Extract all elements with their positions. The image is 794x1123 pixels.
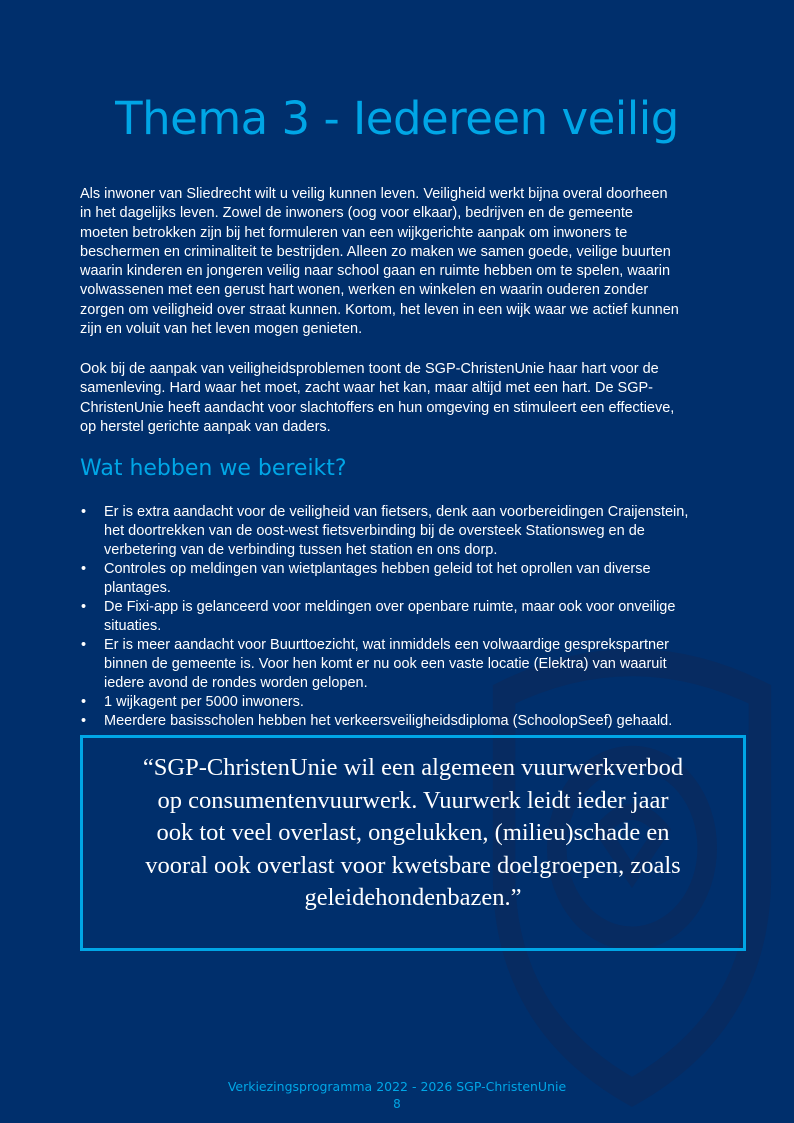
second-paragraph xyxy=(80,360,746,437)
page-number: 8 xyxy=(393,1097,401,1111)
list-item-line: plantages. xyxy=(104,580,171,596)
list-item xyxy=(80,693,750,712)
paragraph-line: beschermen en criminaliteit te bestrijden. Alleen zo maken we samen goede, veilige buurten xyxy=(80,243,671,260)
list-item xyxy=(80,503,750,560)
quote-text xyxy=(83,752,743,915)
paragraph-line: zorgen om veiligheid over straat kunnen. Kortom, het leven in een wijk waar we actief kunnen xyxy=(80,301,679,318)
quote-line: op consumentenvuurwerk. Vuurwerk leidt ieder jaar xyxy=(157,786,669,814)
bullet-icon: • xyxy=(81,713,87,729)
quote-line: “SGP-ChristenUnie wil een algemeen vuurwerkverbod xyxy=(142,754,684,781)
bullet-icon: • xyxy=(81,599,87,615)
list-item-line: situaties. xyxy=(104,618,162,634)
quote-line: vooral ook overlast voor kwetsbare doelgroepen, zoals xyxy=(145,851,681,879)
quote-box xyxy=(80,735,746,951)
quote-line: ook tot veel overlast, ongelukken, (milieu)schade en xyxy=(156,819,670,847)
paragraph-line: op herstel gerichte aanpak van daders. xyxy=(80,418,331,435)
list-item xyxy=(80,712,750,731)
section-heading: Wat hebben we bereikt? xyxy=(80,456,347,481)
bullet-icon: • xyxy=(81,504,87,520)
intro-paragraph xyxy=(80,185,746,339)
paragraph-line: ChristenUnie heeft aandacht voor slachtoffers en hun omgeving en stimuleert een effectieve, xyxy=(80,399,675,416)
list-item-line: iedere avond de rondes worden gelopen. xyxy=(104,675,368,691)
page-title: Thema 3 - Iedereen veilig xyxy=(115,92,679,145)
list-item-line: het doortrekken van de oost-west fietsverbinding bij de oversteek Stationsweg en de xyxy=(104,523,645,539)
list-item-line: Meerdere basisscholen hebben het verkeersveiligheidsdiploma (SchoolopSeef) gehaald. xyxy=(104,713,673,729)
bullet-icon: • xyxy=(81,694,87,710)
paragraph-line: in het dagelijks leven. Zowel de inwoners (oog voor elkaar), bedrijven en de gemeente xyxy=(80,205,633,222)
bullet-icon: • xyxy=(81,637,87,653)
quote-line: geleidehondenbazen.” xyxy=(304,884,522,912)
paragraph-line: Ook bij de aanpak van veiligheidsproblemen toont de SGP-ChristenUnie haar hart voor de xyxy=(80,361,659,377)
paragraph-line: volwassenen met een gerust hart wonen, werken en winkelen en waarin ouderen zonder xyxy=(80,282,649,299)
list-item-line: verbetering van de verbinding tussen het station en ons dorp. xyxy=(104,542,498,558)
paragraph-line: waarin kinderen en jongeren veilig naar school gaan en ruimte hebben om te spelen, waarin xyxy=(80,263,671,280)
list-item-line: 1 wijkagent per 5000 inwoners. xyxy=(104,694,304,710)
list-item-line: Er is meer aandacht voor Buurttoezicht, wat inmiddels een volwaardige gesprekspartner xyxy=(104,637,669,653)
list-item xyxy=(80,598,750,636)
list-item-line: Er is extra aandacht voor de veiligheid van fietsers, denk aan voorbereidingen Craijenstein, xyxy=(104,504,689,520)
paragraph-line: zijn en voluit van het leven mogen genieten. xyxy=(80,321,363,338)
bullet-icon: • xyxy=(81,561,87,577)
list-item-line: De Fixi-app is gelanceerd voor meldingen over openbare ruimte, maar ook voor onveilige xyxy=(104,599,676,615)
footer-text: Verkiezingsprogramma 2022 - 2026 SGP-ChristenUnie xyxy=(227,1079,567,1094)
paragraph-line: Als inwoner van Sliedrecht wilt u veilig kunnen leven. Veiligheid werkt bijna overal doorheen xyxy=(80,186,668,202)
paragraph-line: samenleving. Hard waar het moet, zacht waar het kan, maar altijd met een hart. De SGP- xyxy=(80,380,654,397)
list-item xyxy=(80,636,750,693)
paragraph-line: moeten betrokken zijn bij het formuleren van een wijkgerichte aanpak om inwoners te xyxy=(80,224,628,241)
list-item xyxy=(80,560,750,598)
list-item-line: Controles op meldingen van wietplantages hebben geleid tot het oprollen van diverse xyxy=(104,561,651,577)
achievements-list xyxy=(80,503,750,731)
list-item-line: binnen de gemeente is. Voor hen komt er nu ook een vaste locatie (Elektra) van waaruit xyxy=(104,656,667,672)
